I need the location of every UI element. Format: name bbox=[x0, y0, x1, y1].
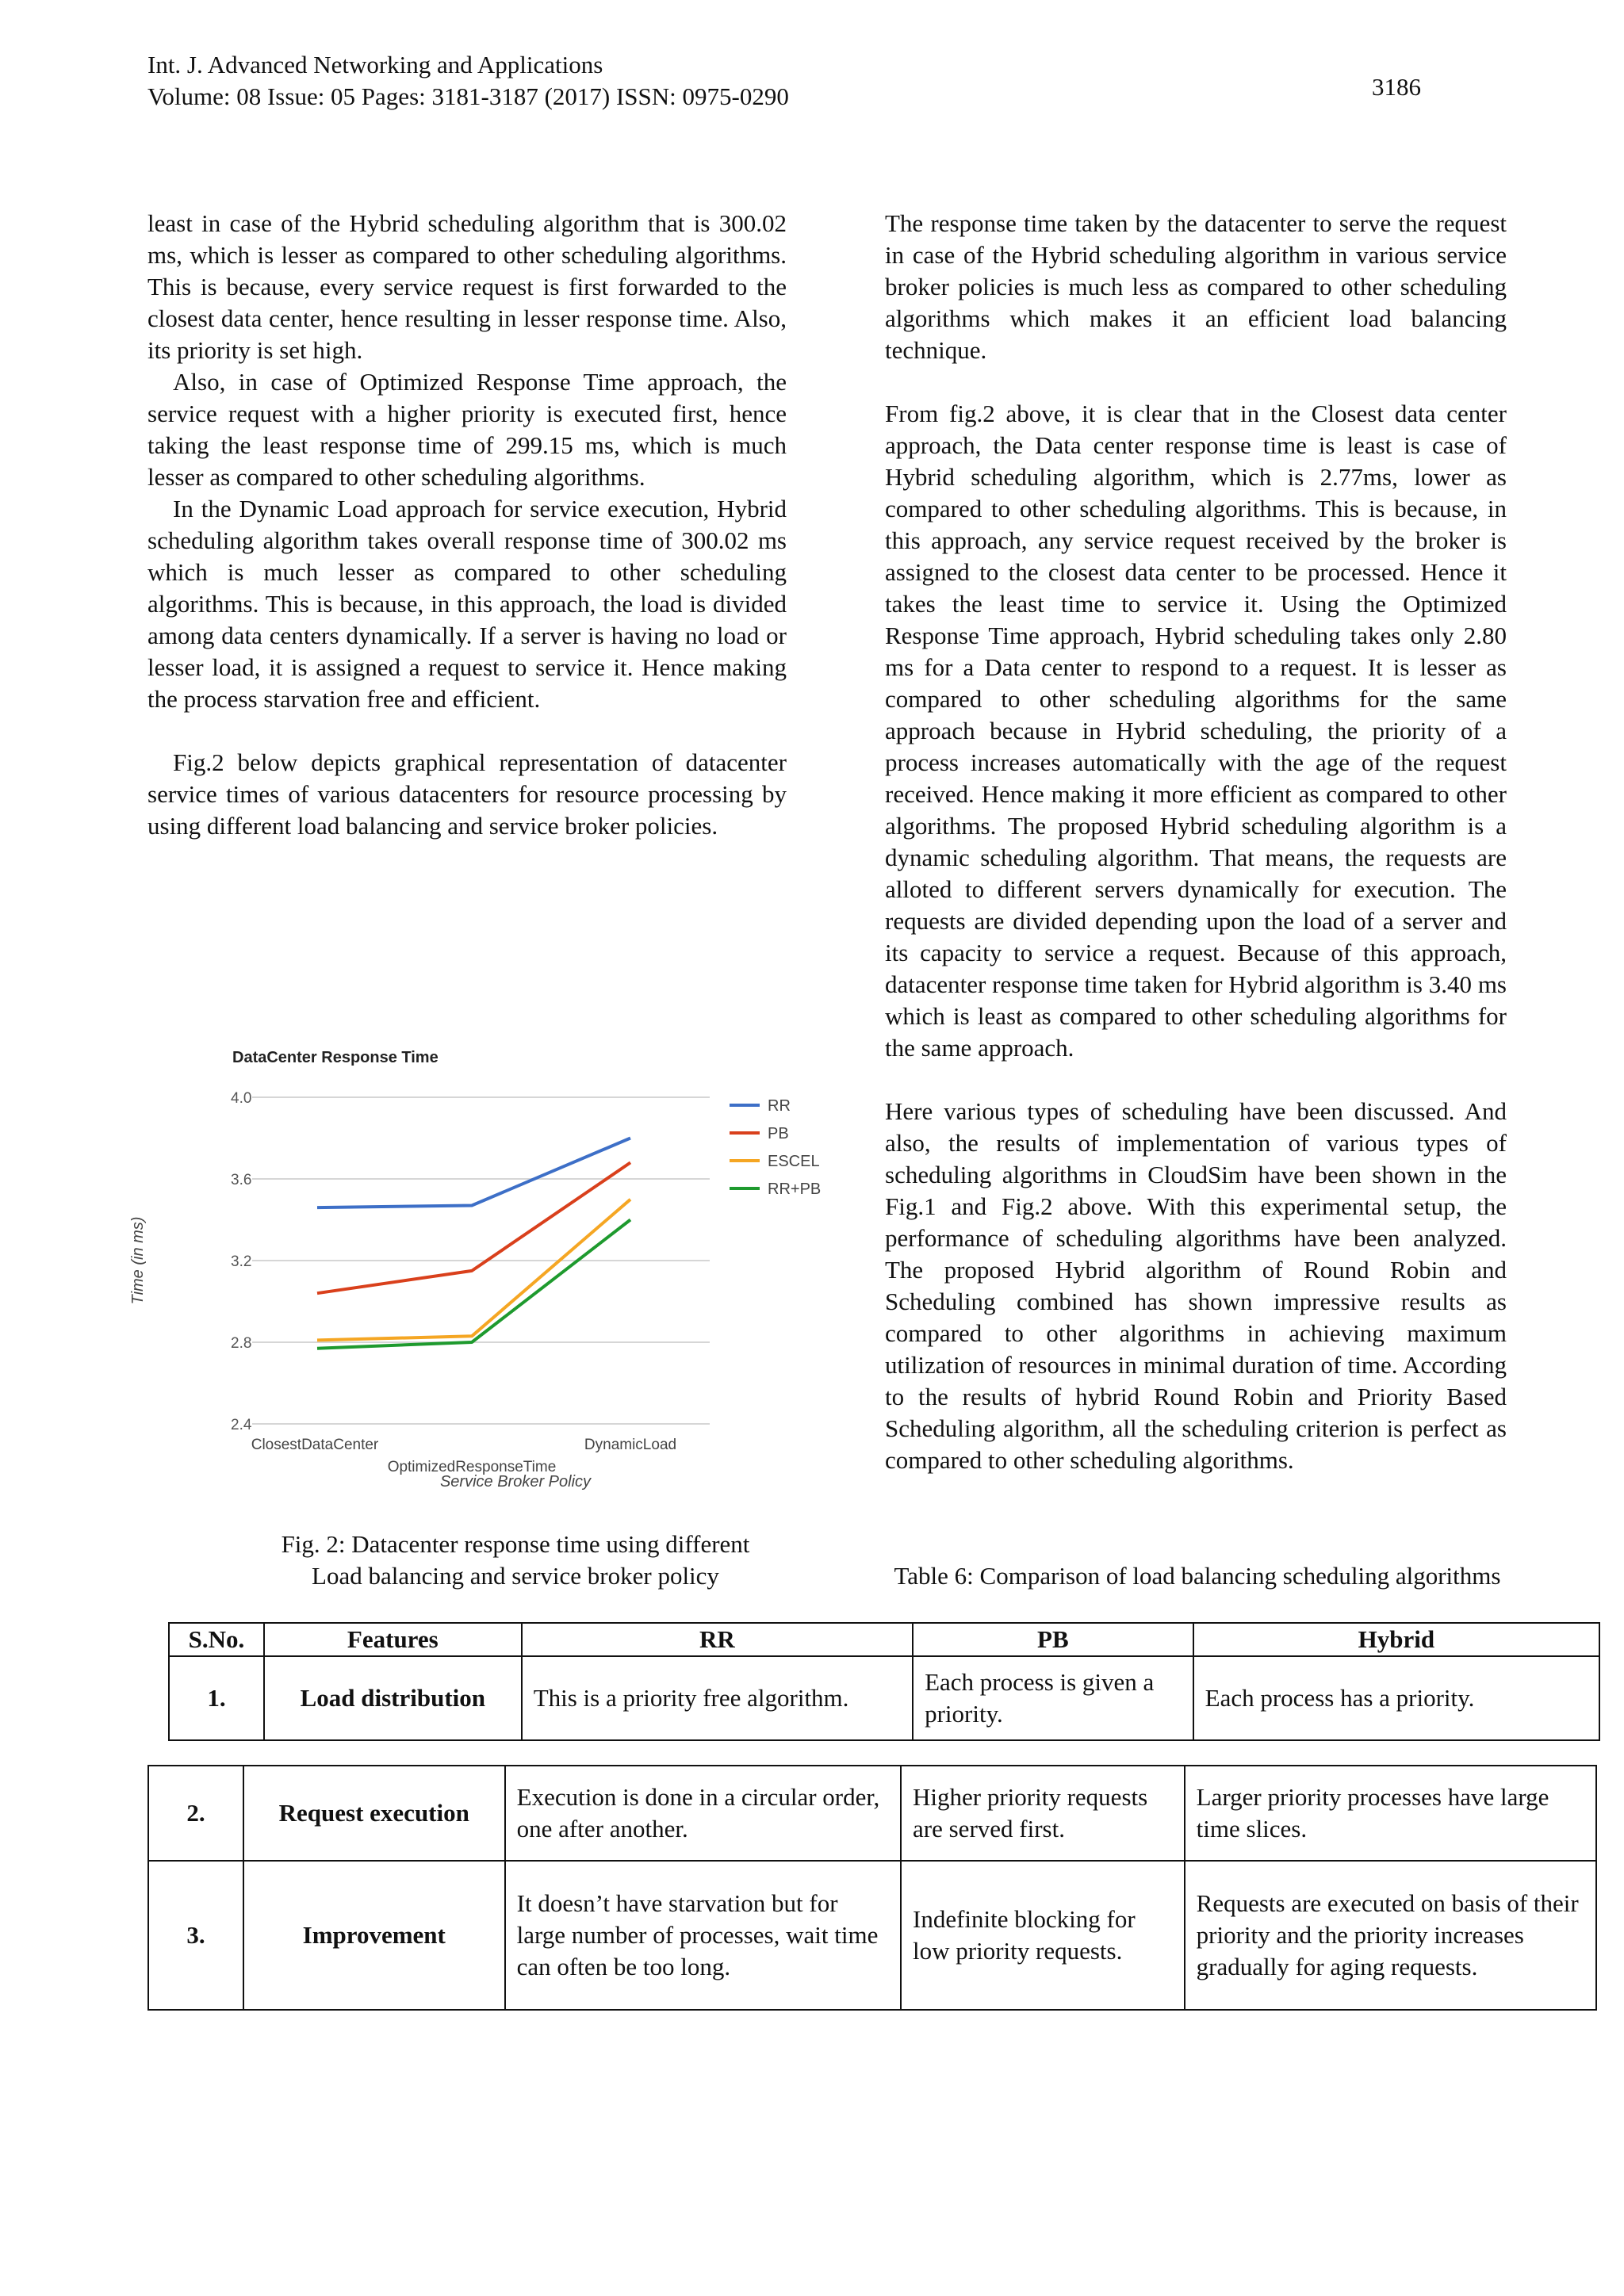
cell-hybrid: Larger priority processes have large time slices. bbox=[1185, 1766, 1596, 1861]
right-column bbox=[885, 208, 1507, 1476]
series-line-rr bbox=[317, 1138, 630, 1208]
figure-caption: Fig. 2: Datacenter response time using different Load balancing and service broker policy bbox=[281, 1530, 750, 1590]
comparison-table-part1 bbox=[168, 1622, 1600, 1741]
table-row bbox=[148, 1766, 1596, 1861]
y-tick-label: 2.4 bbox=[231, 1417, 252, 1433]
cell-rr: It doesn’t have starvation but for large number of processes, wait time can often be too long. bbox=[505, 1861, 901, 2010]
column-header: Hybrid bbox=[1193, 1623, 1599, 1656]
y-axis-label: Time (in ms) bbox=[129, 1216, 147, 1305]
comparison-table-part2 bbox=[147, 1765, 1597, 2011]
cell-sno: 3. bbox=[148, 1861, 243, 2010]
cell-rr: Execution is done in a circular order, one after another. bbox=[505, 1766, 901, 1861]
table-header-row bbox=[169, 1623, 1599, 1656]
cell-feature: Request execution bbox=[243, 1766, 505, 1861]
series-line-pb bbox=[317, 1162, 630, 1293]
cell-feature: Improvement bbox=[243, 1861, 505, 2010]
running-header bbox=[147, 49, 789, 113]
cell-pb: Each process is given a priority. bbox=[913, 1656, 1193, 1740]
cell-pb: Higher priority requests are served first. bbox=[901, 1766, 1185, 1861]
column-header: RR bbox=[522, 1623, 913, 1656]
x-tick-label: OptimizedResponseTime bbox=[387, 1459, 557, 1475]
chart-title: DataCenter Response Time bbox=[232, 1049, 439, 1066]
paragraph: Here various types of scheduling have been discussed. And also, the results of implementation of various types of scheduling algorithms in CloudSim have been shown in the Fig.1 and Fig.2 above. With this experimental setup, the performance of scheduling algorithms have been analyzed. The proposed Hybrid algorithm of Round Robin and Scheduling combined has shown impressive results as compared to other algorithms in achieving maximum utilization of resources in minimal duration of time. According to the results of hybrid Round Robin and Priority Based Scheduling algorithm, all the scheduling criterion is perfect as compared to other scheduling algorithms. bbox=[885, 1097, 1507, 1474]
cell-sno: 1. bbox=[169, 1656, 264, 1740]
paragraph: Fig.2 below depicts graphical representation of datacenter service times of various datacenters for resource processing by using different load balancing and service broker policies. bbox=[147, 748, 787, 840]
cell-sno: 2. bbox=[148, 1766, 243, 1861]
legend-label: RR bbox=[768, 1097, 791, 1115]
column-header: S.No. bbox=[169, 1623, 264, 1656]
y-tick-label: 4.0 bbox=[231, 1090, 252, 1107]
y-tick-label: 2.8 bbox=[231, 1335, 252, 1352]
cell-hybrid: Requests are executed on basis of their priority and the priority increases gradually for aging requests. bbox=[1185, 1861, 1596, 2010]
volume-info: Volume: 08 Issue: 05 Pages: 3181-3187 (2017) ISSN: 0975-0290 bbox=[147, 82, 789, 110]
cell-rr: This is a priority free algorithm. bbox=[522, 1656, 913, 1740]
cell-pb: Indefinite blocking for low priority requests. bbox=[901, 1861, 1185, 2010]
paragraph: The response time taken by the datacenter to serve the request in case of the Hybrid scheduling algorithm in various service broker policies is much less as compared to other scheduling algorithms which makes it an efficient load balancing technique. bbox=[885, 209, 1507, 364]
paragraph: Also, in case of Optimized Response Time approach, the service request with a higher priority is executed first, hence taking the least response time of 299.15 ms, which is much lesser as compared to other scheduling algorithms. bbox=[147, 368, 787, 491]
y-tick-label: 3.2 bbox=[231, 1253, 252, 1270]
x-tick-label: DynamicLoad bbox=[584, 1437, 677, 1453]
paragraph: least in case of the Hybrid scheduling algorithm that is 300.02 ms, which is lesser as compared to other scheduling algorithms. This is because, every service request is first forwarded to the closest data center, hence resulting in lesser response time. Also, its priority is set high. bbox=[147, 209, 787, 364]
left-column bbox=[147, 208, 787, 842]
paragraph: From fig.2 above, it is clear that in the Closest data center approach, the Data center response time is least is case of Hybrid scheduling algorithm, which is 2.77ms, lower as compared to other scheduling algorithms. This is because, in this approach, any service request received by the broker is assigned to the closest data center to be processed. Hence it takes the least time to service it. Using the Optimized Response Time approach, Hybrid scheduling takes only 2.80 ms for a Data center to respond to a request. It is lesser as compared to other scheduling algorithms for the same approach because in Hybrid scheduling, the priority of a process increases automatically with the age of the request received. Hence making it more efficient as compared to other algorithms. The proposed Hybrid scheduling algorithm is a dynamic scheduling algorithm. That means, the requests are alloted to different servers dynamically for execution. The requests are divided depending upon the load of a server and its capacity to service a request. Because of this approach, datacenter response time taken for Hybrid algorithm is 3.40 ms which is least as compared to other scheduling algorithms for the same approach. bbox=[885, 400, 1507, 1062]
page-number: 3186 bbox=[1372, 73, 1421, 101]
table-caption: Table 6: Comparison of load balancing scheduling algorithms bbox=[894, 1562, 1501, 1590]
legend-label: ESCEL bbox=[768, 1153, 820, 1170]
paragraph: In the Dynamic Load approach for service execution, Hybrid scheduling algorithm takes overall response time of 300.02 ms which is much lesser as compared to other scheduling algorithms. This is because, in this approach, the load is divided among data centers dynamically. If a server is having no load or lesser load, it is assigned a request to service it. Hence making the process starvation free and efficient. bbox=[147, 495, 787, 713]
x-tick-label: ClosestDataCenter bbox=[251, 1437, 379, 1453]
response-time-chart bbox=[119, 1031, 833, 1522]
cell-hybrid: Each process has a priority. bbox=[1193, 1656, 1599, 1740]
column-header: PB bbox=[913, 1623, 1193, 1656]
journal-name: Int. J. Advanced Networking and Applications bbox=[147, 51, 603, 78]
column-header: Features bbox=[264, 1623, 522, 1656]
table-row bbox=[169, 1656, 1599, 1740]
legend-label: RR+PB bbox=[768, 1181, 822, 1198]
cell-feature: Load distribution bbox=[264, 1656, 522, 1740]
y-tick-label: 3.6 bbox=[231, 1172, 252, 1188]
legend-label: PB bbox=[768, 1125, 789, 1142]
x-axis-label: Service Broker Policy bbox=[439, 1473, 592, 1490]
table-row bbox=[148, 1861, 1596, 2010]
